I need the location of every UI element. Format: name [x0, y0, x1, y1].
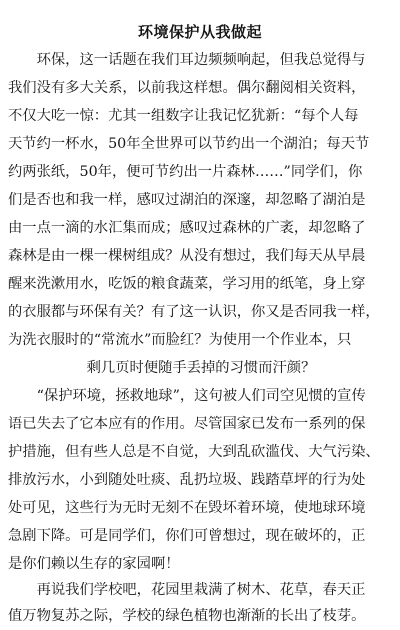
- paragraph-line: “保护环境，拯救地球”，这句被人们司空见惯的宣传: [8, 388, 366, 404]
- paragraph-line: 是你们赖以生存的家园啊！: [8, 556, 180, 572]
- paragraph-line: 护措施，但有些人总是不自觉，大到乱砍滥伐、大气污染、: [8, 444, 380, 460]
- paragraph-line: 约两张纸，50年，便可节约出一片森林……”同学们，你: [8, 164, 363, 180]
- paragraph-line: 剩几页时便随手丢掉的习惯而汗颜？: [86, 360, 316, 376]
- document-title: 环境保护从我做起: [137, 23, 262, 41]
- paragraph-line: 为洗衣服时的“常流水”而脸红？为使用一个作业本，只: [8, 332, 352, 348]
- paragraph-line: 环保，这一话题在我们耳边频频响起，但我总觉得与: [8, 52, 366, 68]
- paragraph-line: 们是否也和我一样，感叹过湖泊的深邃，却忽略了湖泊是: [8, 192, 366, 208]
- paragraph-line: 急剧下降。可是同学们，你们可曾想过，现在破坏的，正: [8, 528, 366, 544]
- paragraph-line: 森林是由一棵一棵树组成？从没有想过，我们每天从早晨: [8, 248, 366, 264]
- paragraph-line: 值万物复苏之际，学校的绿色植物也渐渐的长出了枝芽。: [8, 608, 366, 624]
- paragraph-line: 不仅大吃一惊：尤其一组数字让我记忆犹新：“每个人每: [8, 108, 359, 124]
- paragraph-line: 再说我们学校吧，花园里栽满了树木、花草，春天正: [8, 582, 366, 598]
- paragraph-line: 的衣服都与环保有关？有了这一认识，你又是否同我一样，: [8, 304, 380, 320]
- paragraph-line: 处可见，这些行为无时无刻不在毁坏着环境，使地球环境: [8, 500, 366, 516]
- paragraph-line: 排放污水，小到随处吐痰、乱扔垃圾、践踏草坪的行为处: [8, 472, 366, 488]
- paragraph-line: 醒来洗漱用水，吃饭的粮食蔬菜，学习用的纸笔，身上穿: [8, 276, 366, 292]
- paragraph-line: 天节约一杯水，50年全世界可以节约出一个湖泊；每天节: [8, 136, 370, 152]
- paragraph-line: 由一点一滴的水汇集而成；感叹过森林的广袤，却忽略了: [8, 220, 366, 236]
- paragraph-line: 语已失去了它本应有的作用。尽管国家已发布一系列的保: [8, 416, 366, 432]
- paragraph-line: 我们没有多大关系，以前我这样想。偶尔翻阅相关资料，: [8, 80, 366, 96]
